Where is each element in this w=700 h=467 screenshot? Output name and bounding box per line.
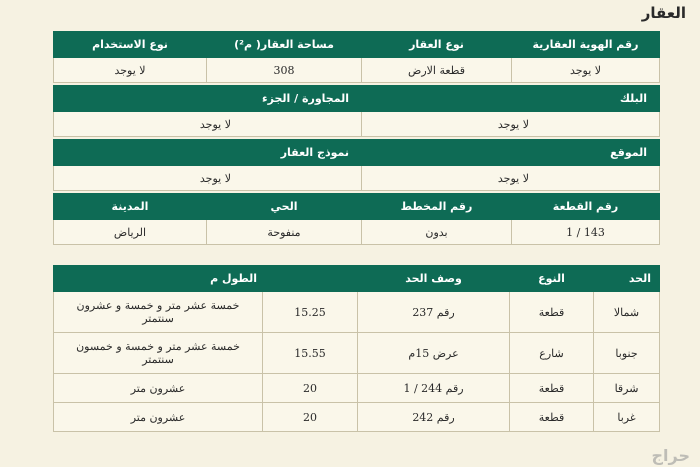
- boundary-side: جنوبا: [594, 333, 660, 374]
- boundary-side: شرقا: [594, 374, 660, 403]
- header-district: الحي: [207, 194, 362, 220]
- boundary-type: شارع: [510, 333, 594, 374]
- boundary-length: 20: [263, 374, 358, 403]
- value-usage-type: لا يوجد: [54, 58, 207, 83]
- section-title: العقار: [641, 4, 686, 22]
- value-adjacent: لا يوجد: [54, 112, 362, 137]
- header-length: الطول م: [54, 266, 358, 292]
- boundary-description: رقم 242: [358, 403, 510, 432]
- boundary-length-text: عشرون متر: [54, 374, 263, 403]
- header-property-model: نموذج العقار: [54, 140, 362, 166]
- value-plot-number: 143 / 1: [512, 220, 660, 245]
- boundary-length: 20: [263, 403, 358, 432]
- boundary-length: 15.25: [263, 292, 358, 333]
- header-description: وصف الحد: [358, 266, 510, 292]
- value-block: لا يوجد: [362, 112, 660, 137]
- value-property-type: قطعة الارض: [362, 58, 512, 83]
- header-scheme-number: رقم المخطط: [362, 194, 512, 220]
- value-city: الرياض: [54, 220, 207, 245]
- value-district: منفوحة: [207, 220, 362, 245]
- header-area: مساحة العقار( م²): [207, 32, 362, 58]
- boundary-length-text: خمسة عشر متر و خمسة و خمسون سنتمتر: [54, 333, 263, 374]
- value-property-model: لا يوجد: [54, 166, 362, 191]
- header-adjacent: المجاورة / الجزء: [54, 86, 362, 112]
- boundary-type: قطعة: [510, 403, 594, 432]
- value-location: لا يوجد: [362, 166, 660, 191]
- boundary-description: رقم 244 / 1: [358, 374, 510, 403]
- header-property-type: نوع العقار: [362, 32, 512, 58]
- watermark-logo: حراج: [651, 446, 690, 465]
- value-scheme-number: بدون: [362, 220, 512, 245]
- boundary-length-text: عشرون متر: [54, 403, 263, 432]
- boundary-side: شمالا: [594, 292, 660, 333]
- property-table: [53, 31, 660, 245]
- boundary-description: رقم 237: [358, 292, 510, 333]
- table-row: [54, 333, 660, 374]
- table-row: [54, 292, 660, 333]
- header-boundary: الحد: [594, 266, 660, 292]
- header-type: النوع: [510, 266, 594, 292]
- header-usage-type: نوع الاستخدام: [54, 32, 207, 58]
- boundaries-table: [53, 265, 660, 432]
- value-identity-number: لا يوجد: [512, 58, 660, 83]
- boundary-type: قطعة: [510, 292, 594, 333]
- boundary-side: غربا: [594, 403, 660, 432]
- table-row: [54, 403, 660, 432]
- header-block: البلك: [362, 86, 660, 112]
- header-plot-number: رقم القطعة: [512, 194, 660, 220]
- table-row: [54, 374, 660, 403]
- boundary-type: قطعة: [510, 374, 594, 403]
- boundary-description: عرض 15م: [358, 333, 510, 374]
- boundary-length: 15.55: [263, 333, 358, 374]
- value-area: 308: [207, 58, 362, 83]
- header-city: المدينة: [54, 194, 207, 220]
- header-location: الموقع: [362, 140, 660, 166]
- header-identity-number: رقم الهوية العقارية: [512, 32, 660, 58]
- boundary-length-text: خمسة عشر متر و خمسة و عشرون سنتمتر: [54, 292, 263, 333]
